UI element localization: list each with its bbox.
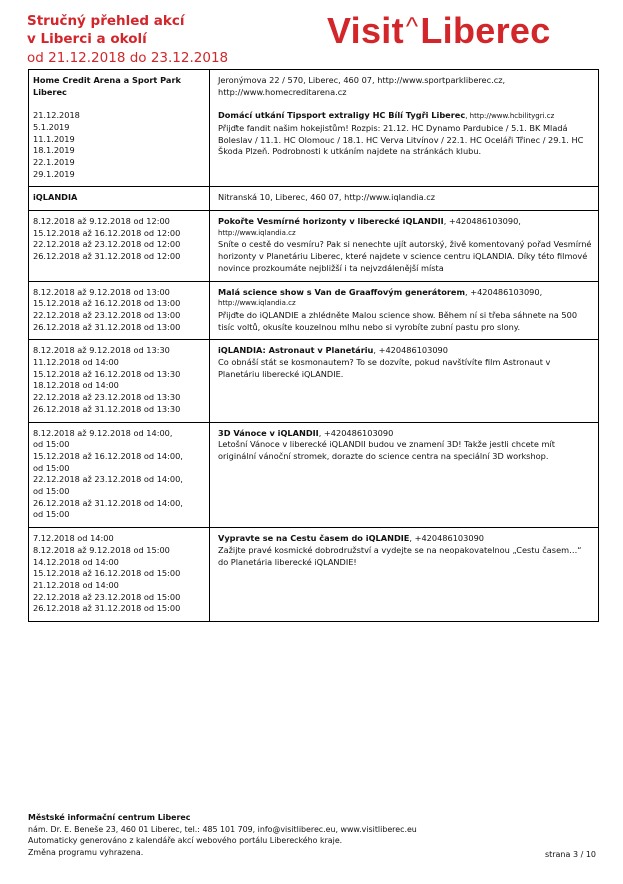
event-title-suffix: , +420486103090, (443, 216, 521, 227)
venue-cell (29, 187, 210, 211)
venue-address: Jeronýmova 22 / 570, Liberec, 460 07, http://www.sportparkliberec.cz, http://www.homecreditarena.cz (218, 75, 506, 97)
event-date: 14.12.2018 od 14:00 (33, 556, 119, 567)
event-date: 21.12.2018 (33, 110, 80, 121)
event-date: 8.12.2018 až 9.12.2018 od 12:00 (33, 216, 170, 227)
logo-caret-icon: ^ (405, 11, 419, 41)
event-title[interactable]: Vypravte se na Cestu časem do iQLANDIE (218, 533, 410, 544)
event-date: 18.1.2019 (33, 145, 75, 156)
event-description: Letošní Vánoce v liberecké iQLANDII budou ve znamení 3D! Takže jestli chcete mít originální vánoční stromek, dorazte do science centra na speciální 3D workshop. (218, 439, 555, 461)
footer-address: nám. Dr. E. Beneše 23, 460 01 Liberec, tel.: 485 101 709, info@visitliberec.eu, www.visitliberec.eu (28, 824, 417, 834)
event-heading (218, 216, 594, 228)
event-title-suffix: , +420486103090 (318, 427, 394, 438)
event-heading (218, 533, 594, 545)
event-date: od 15:00 (33, 509, 70, 520)
event-title[interactable]: iQLANDIA: Astronaut v Planetáriu (218, 345, 374, 356)
page-number: strana 3 / 10 (544, 850, 596, 859)
event-title-suffix: , +420486103090, (465, 286, 543, 297)
logo-text-left: Visit (327, 10, 404, 51)
event-heading (218, 287, 594, 299)
event-date: 29.1.2019 (33, 168, 75, 179)
event-cell (210, 422, 599, 528)
event-date: 8.12.2018 až 9.12.2018 od 13:00 (33, 286, 170, 297)
event-date: 22.12.2018 až 23.12.2018 od 13:00 (33, 309, 181, 320)
document-footer (28, 812, 417, 858)
event-date: 26.12.2018 až 31.12.2018 od 13:00 (33, 321, 181, 332)
dates-cell (29, 340, 210, 422)
event-cell (210, 528, 599, 622)
document-header (27, 12, 228, 67)
event-description: Přijďte do iQLANDIE a zhlédněte Malou science show. Během ní si třeba sáhnete na 500 tisíc voltů, okusíte kouzelnou mlhu nebo si vyrobíte zubní pastu pro slony. (218, 309, 578, 332)
venue-cell (29, 70, 210, 187)
event-date: 15.12.2018 až 16.12.2018 od 15:00 (33, 568, 181, 579)
event-description: Co obnáší stát se kosmonautem? To se dozvíte, pokud navštívíte film Astronaut v Planetáriu liberecké iQLANDIE. (218, 357, 551, 379)
event-heading (218, 428, 594, 440)
event-date: 26.12.2018 až 31.12.2018 od 12:00 (33, 251, 181, 262)
event-date: 15.12.2018 až 16.12.2018 od 13:30 (33, 368, 181, 379)
event-title[interactable]: Pokořte Vesmírné horizonty v liberecké iQLANDII (218, 216, 444, 227)
event-date: 22.12.2018 až 23.12.2018 od 12:00 (33, 239, 181, 250)
venue-address: Nitranská 10, Liberec, 460 07, http://www.iqlandia.cz (218, 192, 436, 203)
event-description: Přijďte fandit našim hokejistům! Rozpis: 21.12. HC Dynamo Pardubice / 5.1. BK Mladá Boleslav / 11.1. HC Olomouc / 18.1. HC Verva Litvínov / 22.1. HC Oceláři Třinec / 29.1. HC Škoda Plzeň. Podrobnosti k utkáním najdete na stránkách klubu. (218, 122, 584, 157)
event-date: 8.12.2018 až 9.12.2018 od 13:30 (33, 345, 170, 356)
event-url[interactable]: http://www.iqlandia.cz (218, 299, 296, 308)
table-row (29, 340, 599, 422)
event-title[interactable]: Malá science show s Van de Graaffovým generátorem (218, 286, 465, 297)
event-cell (210, 340, 599, 422)
footer-auto-note: Automaticky generováno z kalendáře akcí webového portálu Libereckého kraje. (28, 836, 343, 846)
table-row (29, 211, 599, 282)
event-dates (33, 110, 205, 180)
event-cell (210, 211, 599, 282)
event-date: 22.12.2018 až 23.12.2018 od 13:30 (33, 392, 181, 403)
event-cell (210, 187, 599, 211)
event-url[interactable]: http://www.iqlandia.cz (218, 228, 296, 237)
logo-text-right: Liberec (420, 10, 551, 51)
event-date: 26.12.2018 až 31.12.2018 od 15:00 (33, 603, 181, 614)
event-date: od 15:00 (33, 486, 70, 497)
event-date: 15.12.2018 až 16.12.2018 od 13:00 (33, 298, 181, 309)
event-date: 8.12.2018 až 9.12.2018 od 15:00 (33, 544, 170, 555)
venue-name: Home Credit Arena a Sport Park Liberec (33, 75, 181, 97)
footer-disclaimer: Změna programu vyhrazena. (28, 847, 144, 857)
event-date: 11.12.2018 od 14:00 (33, 357, 119, 368)
header-title-line1: Stručný přehled akcí (27, 13, 185, 29)
event-date: 5.1.2019 (33, 121, 70, 132)
dates-cell (29, 211, 210, 282)
venue-name: iQLANDIA (33, 192, 78, 203)
event-date: 15.12.2018 až 16.12.2018 od 12:00 (33, 227, 181, 238)
event-date: 7.12.2018 od 14:00 (33, 533, 114, 544)
event-title-suffix: , +420486103090 (409, 533, 484, 544)
header-title-line2: v Liberci a okolí (27, 31, 147, 47)
dates-cell (29, 528, 210, 622)
dates-cell (29, 422, 210, 528)
event-description: Sníte o cestě do vesmíru? Pak si nenechte ujít autorský, živě komentovaný pořad Vesmírné horizonty v Planetáriu Liberec, které najdete v science centru iQLANDIA. Díky této filmové novince prozkoumáte nejbližší i ta nejvzdálenější místa (218, 239, 592, 273)
event-date: 8.12.2018 až 9.12.2018 od 14:00, (33, 427, 173, 438)
table-row (29, 281, 599, 340)
event-date: 26.12.2018 až 31.12.2018 od 14:00, (33, 497, 183, 508)
dates-cell (29, 281, 210, 340)
event-date: 18.12.2018 od 14:00 (33, 380, 119, 391)
event-cell (210, 70, 599, 187)
event-description: Zažijte pravé kosmické dobrodružství a vydejte se na neopakovatelnou „Cestu časem…“ do Planetária liberecké iQLANDIE! (218, 544, 582, 567)
event-heading (218, 345, 594, 357)
event-date: 22.1.2019 (33, 156, 75, 167)
event-title-suffix: , http://www.hcbilitygri.cz (465, 112, 555, 121)
event-date: 22.12.2018 až 23.12.2018 od 14:00, (33, 474, 183, 485)
event-date: od 15:00 (33, 439, 70, 450)
table-row (29, 187, 599, 211)
events-table (28, 69, 599, 622)
footer-org: Městské informační centrum Liberec (28, 813, 191, 822)
visit-liberec-logo (327, 11, 551, 54)
event-cell (210, 281, 599, 340)
event-heading (218, 110, 594, 123)
event-date: 26.12.2018 až 31.12.2018 od 13:30 (33, 403, 181, 414)
table-row (29, 422, 599, 528)
event-title[interactable]: Domácí utkání Tipsport extraligy HC Bílí Tygři Liberec (218, 110, 466, 121)
event-title-suffix: , +420486103090 (373, 345, 448, 356)
event-date: 21.12.2018 od 14:00 (33, 580, 119, 590)
table-row (29, 528, 599, 622)
table-row (29, 70, 599, 187)
event-date: 15.12.2018 až 16.12.2018 od 14:00, (33, 450, 183, 461)
header-date-range: od 21.12.2018 do 23.12.2018 (27, 50, 229, 66)
event-date: 22.12.2018 až 23.12.2018 od 15:00 (33, 591, 181, 602)
event-title[interactable]: 3D Vánoce v iQLANDII (218, 427, 319, 438)
event-date: 11.1.2019 (33, 133, 75, 144)
event-date: od 15:00 (33, 462, 70, 473)
